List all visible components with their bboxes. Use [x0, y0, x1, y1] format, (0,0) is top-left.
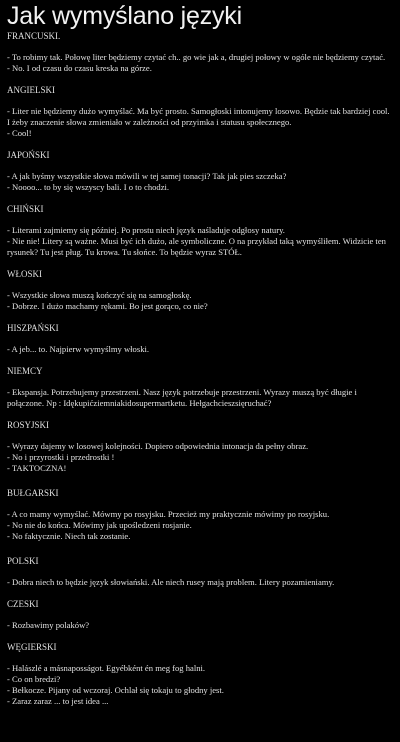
dialogue-line: - TAKTOCZNA!	[7, 463, 67, 473]
section-francuski	[7, 31, 392, 74]
section-heading: ROSYJSKI	[7, 420, 50, 430]
page-title: Jak wymyślano języki	[7, 2, 242, 30]
dialogue-line: - Wszystkie słowa muszą kończyć się na samogłoskę.	[7, 290, 192, 300]
section-heading: NIEMCY	[7, 366, 43, 376]
section-heading: FRANCUSKI.	[7, 31, 61, 41]
section-heading: JAPOŃSKI	[7, 150, 50, 160]
dialogue-line: - Literami zajmiemy się później. Po prostu niech język naśladuje odgłosy natury.	[7, 225, 285, 235]
dialogue-line: - Ekspansja. Potrzebujemy przestrzeni. Nasz język potrzebuje przestrzeni. Wyrazy muszą być długie i połączone. Np : Idękupićziemniakidosupermartketu. Hełgachcieszsięruchać?	[7, 387, 357, 408]
dialogue-line: - Liter nie będziemy dużo wymyślać. Ma być prosto. Samogłoski intonujemy losowo. Będzie tak bardziej cool. I żeby znaczenie słowa zmieniało w zależności od przyimka i statusu społecznego.	[7, 106, 390, 127]
dialogue-line: - No. I od czasu do czasu kreska na górze.	[7, 63, 152, 73]
section-czeski	[7, 599, 392, 631]
section-heading: ANGIELSKI	[7, 85, 55, 95]
section-heading: POLSKI	[7, 556, 39, 566]
dialogue-line: - No faktycznie. Niech tak zostanie.	[7, 531, 131, 541]
dialogue-line: - To robimy tak. Połowę liter będziemy czytać ch.. go wie jak a, drugiej połowy w ogóle nie będziemy czytać.	[7, 52, 386, 62]
dialogue-line: - No i przyrostki i przedrostki !	[7, 452, 115, 462]
section-heading: CZESKI	[7, 599, 39, 609]
section-heading: WĘGIERSKI	[7, 642, 57, 652]
dialogue-line: - Nie nie! Litery są ważne. Musi być ich dużo, ale symboliczne. O na przykład taką wymyśliłem. Widzicie ten rysunek? Tu jest pług. Tu krowa. Tu słońce. To będzie wyraz STÓŁ.	[7, 236, 386, 257]
dialogue-line: - A jeb... to. Najpierw wymyślmy włoski.	[7, 344, 150, 354]
dialogue-line: - Dobra niech to będzie język słowiański. Ale niech rusey mają problem. Litery pozamieniamy.	[7, 577, 335, 587]
section-heading: HISZPAŃSKI	[7, 323, 59, 333]
dialogue-line: - Co on bredzi?	[7, 674, 61, 684]
section-polski	[7, 556, 392, 588]
section-rosyjski	[7, 420, 392, 474]
dialogue-line: - Rozbawimy polaków?	[7, 620, 90, 630]
section-japonski	[7, 150, 392, 193]
dialogue-line: - Cool!	[7, 128, 32, 138]
dialogue-line: - A jak byśmy wszystkie słowa mówili w tej samej tonacji? Tak jak pies szczeka?	[7, 171, 287, 181]
section-niemcy	[7, 366, 392, 409]
dialogue-line: - Halászlé a másnaposságot. Egyébként én meg fog halni.	[7, 663, 206, 673]
section-hiszpanski	[7, 323, 392, 355]
dialogue-line: - Noooo... to by się wszyscy bali. I o to chodzi.	[7, 182, 170, 192]
dialogue-line: - No nie do końca. Mówimy jak upośledzeni rosjanie.	[7, 520, 192, 530]
section-angielski	[7, 85, 392, 139]
section-heading: CHIŃSKI	[7, 204, 44, 214]
section-heading: WŁOSKI	[7, 269, 42, 279]
section-chinski	[7, 204, 392, 258]
section-heading: BUŁGARSKI	[7, 488, 59, 498]
section-bulgarski	[7, 488, 392, 542]
dialogue-line: - Bełkocze. Pijany od wczoraj. Ochlał się tokaju to głodny jest.	[7, 685, 224, 695]
dialogue-line: - Zaraz zaraz ... to jest idea ...	[7, 696, 109, 706]
section-wloski	[7, 269, 392, 312]
dialogue-line: - A co mamy wymyślać. Mówmy po rosyjsku. Przecież my praktycznie mówimy po rosyjsku.	[7, 509, 330, 519]
dialogue-line: - Wyrazy dajemy w losowej kolejności. Dopiero odpowiednia intonacja da pełny obraz.	[7, 441, 309, 451]
dialogue-line: - Dobrze. I dużo machamy rękami. Bo jest gorąco, co nie?	[7, 301, 208, 311]
section-wegierski	[7, 642, 392, 707]
